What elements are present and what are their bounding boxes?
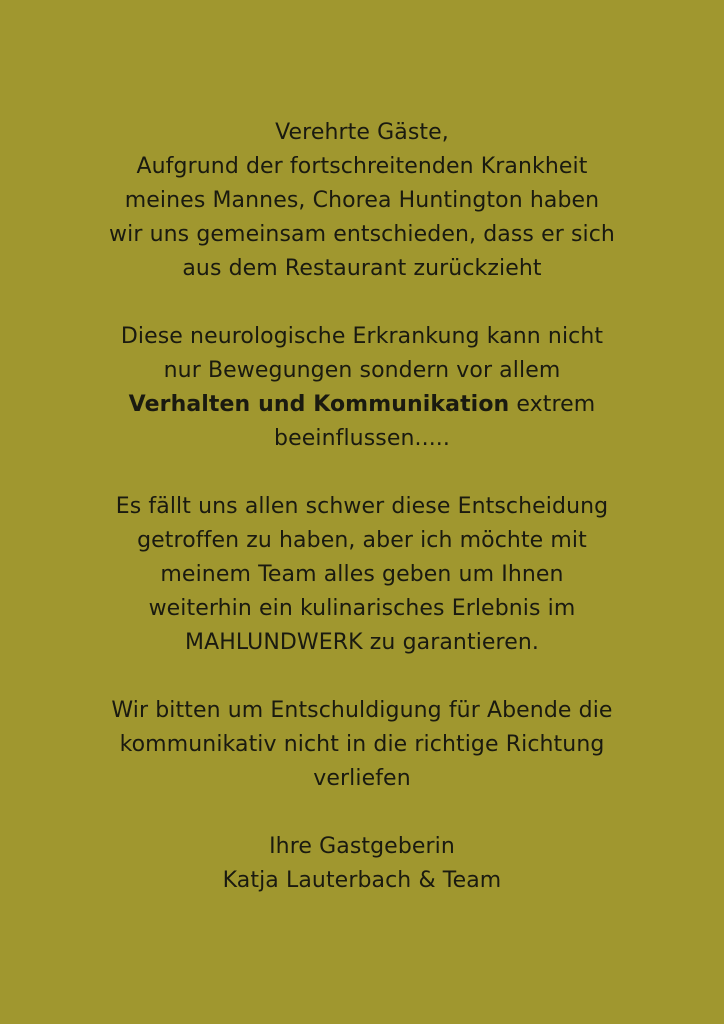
paragraph1-line: aus dem Restaurant zurückzieht: [182, 256, 542, 281]
paragraph3-line: meinem Team alles geben um Ihnen: [160, 562, 564, 587]
paragraph2-line-emphasis: [0, 388, 724, 422]
greeting: Verehrte Gäste,: [275, 120, 449, 145]
paragraph3-line: MAHLUNDWERK zu garantieren.: [184, 630, 539, 655]
paragraph3-line: getroffen zu haben, aber ich möchte mit: [137, 528, 587, 553]
paragraph4-line: kommunikativ nicht in die richtige Richtung: [119, 732, 605, 757]
paragraph2-line: beeinflussen.....: [274, 426, 450, 451]
paragraph1-line: Aufgrund der fortschreitenden Krankheit: [136, 154, 588, 179]
paragraph-spacer: [0, 456, 724, 490]
paragraph3-line: weiterhin ein kulinarisches Erlebnis im: [148, 596, 576, 621]
emphasis-continuation: extrem: [509, 392, 596, 417]
notice-text: [0, 116, 724, 898]
closing: Ihre Gastgeberin: [269, 834, 455, 859]
emphasis-text: Verhalten und Kommunikation: [128, 392, 510, 417]
paragraph1-line: meines Mannes, Chorea Huntington haben: [124, 188, 600, 213]
paragraph-spacer: [0, 286, 724, 320]
paragraph2-line: Diese neurologische Erkrankung kann nicht: [120, 324, 604, 349]
paragraph4-line: Wir bitten um Entschuldigung für Abende die: [111, 698, 613, 723]
paragraph-spacer: [0, 796, 724, 830]
paragraph2-line: nur Bewegungen sondern vor allem: [163, 358, 561, 383]
paragraph-spacer: [0, 660, 724, 694]
signature: Katja Lauterbach & Team: [222, 868, 502, 893]
paragraph4-line: verliefen: [313, 766, 411, 791]
paragraph3-line: Es fällt uns allen schwer diese Entscheidung: [115, 494, 609, 519]
paragraph1-line: wir uns gemeinsam entschieden, dass er sich: [109, 222, 615, 247]
